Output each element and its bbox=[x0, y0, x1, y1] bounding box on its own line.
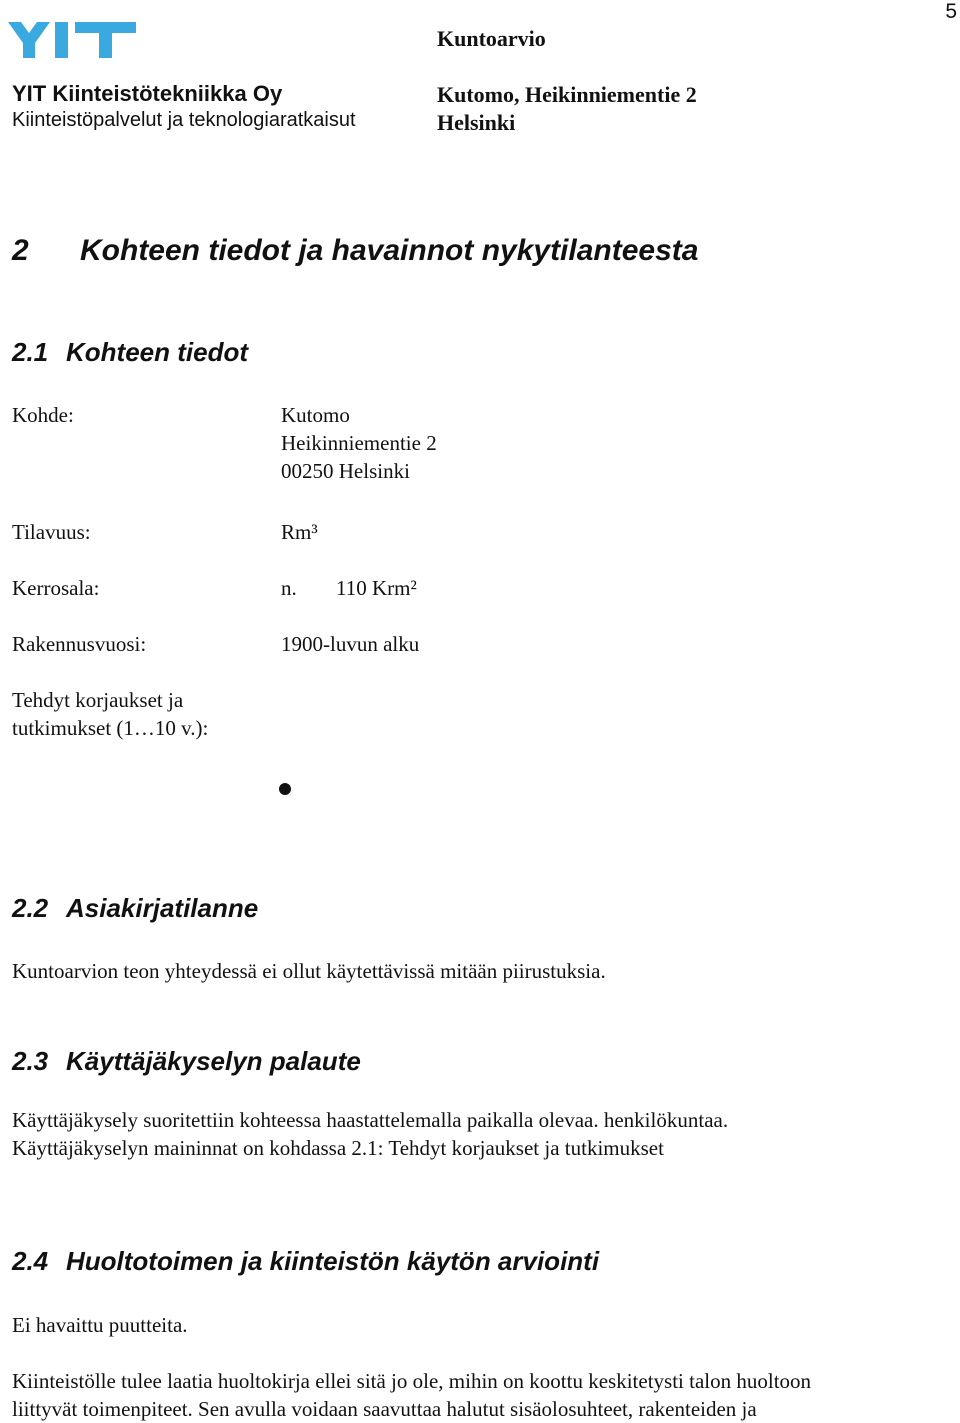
kerrosala-value bbox=[281, 574, 417, 602]
rakennusvuosi-value: 1900-luvun alku bbox=[281, 632, 420, 656]
huolto-text-1: Ei havaittu puutteita. bbox=[12, 1313, 188, 1337]
section-title: Käyttäjäkyselyn palaute bbox=[66, 1046, 361, 1076]
asiakirja-text: Kuntoarvion teon yhteydessä ei ollut käytettävissä mitään piirustuksia. bbox=[12, 959, 606, 983]
korjaukset-label-line: Tehdyt korjaukset ja bbox=[12, 688, 184, 712]
section-title: Kohteen tiedot ja havainnot nykytilanteesta bbox=[80, 234, 699, 267]
paragraph-line: liittyvät toimenpiteet. Sen avulla voidaan saavuttaa halutut sisäolosuhteet, rakenteiden ja bbox=[12, 1397, 757, 1421]
kayttajakysely-text bbox=[12, 1106, 728, 1162]
section-2-3-heading bbox=[12, 1046, 361, 1077]
kerrosala-amount: 110 Krm² bbox=[336, 576, 417, 600]
document-type: Kuntoarvio bbox=[437, 26, 546, 51]
kohde-line: Kutomo bbox=[281, 403, 350, 427]
paragraph-line: Kiinteistölle tulee laatia huoltokirja ellei sitä jo ole, mihin on koottu keskitetysti talon huoltoon bbox=[12, 1369, 812, 1393]
section-2-4-heading bbox=[12, 1246, 599, 1277]
section-title: Kohteen tiedot bbox=[66, 337, 248, 367]
section-title: Asiakirjatilanne bbox=[66, 893, 259, 923]
tilavuus-value: Rm³ bbox=[281, 520, 318, 544]
korjaukset-label-line: tutkimukset (1…10 v.): bbox=[12, 716, 209, 740]
section-number: 2.3 bbox=[12, 1046, 49, 1076]
page-number: 5 bbox=[945, 0, 957, 23]
kohde-line: 00250 Helsinki bbox=[281, 459, 410, 483]
property-city: Helsinki bbox=[437, 110, 516, 135]
rakennusvuosi-label: Rakennusvuosi: bbox=[12, 632, 147, 656]
paragraph-line: Käyttäjäkyselyn maininnat on kohdassa 2.1: Tehdyt korjaukset ja tutkimukset bbox=[12, 1136, 664, 1160]
section-2-heading bbox=[12, 234, 698, 268]
korjaukset-label bbox=[12, 686, 208, 742]
company-subtitle: Kiinteistöpalvelut ja teknologiaratkaisut bbox=[12, 109, 356, 131]
kerrosala-prefix: n. bbox=[281, 576, 297, 600]
paragraph-line: Käyttäjäkysely suoritettiin kohteessa haastattelemalla paikalla olevaa. henkilökuntaa. bbox=[12, 1108, 729, 1132]
kohde-line: Heikinniementie 2 bbox=[281, 431, 437, 455]
kohde-value bbox=[281, 401, 437, 485]
property-address: Kutomo, Heikinniementie 2 bbox=[437, 82, 697, 107]
company-name: YIT Kiinteistötekniikka Oy bbox=[12, 81, 283, 106]
section-2-2-heading bbox=[12, 893, 258, 924]
yit-logo bbox=[8, 22, 138, 58]
section-number: 2.1 bbox=[12, 337, 49, 367]
huolto-text-2 bbox=[12, 1367, 811, 1423]
section-title: Huoltotoimen ja kiinteistön käytön arviointi bbox=[66, 1246, 600, 1276]
kerrosala-label: Kerrosala: bbox=[12, 576, 100, 600]
section-number: 2.2 bbox=[12, 893, 49, 923]
section-2-1-heading bbox=[12, 337, 248, 368]
bullet-icon bbox=[279, 783, 291, 795]
section-number: 2.4 bbox=[12, 1246, 49, 1276]
tilavuus-label: Tilavuus: bbox=[12, 520, 91, 544]
section-number: 2 bbox=[12, 234, 29, 267]
kohde-label: Kohde: bbox=[12, 403, 74, 427]
